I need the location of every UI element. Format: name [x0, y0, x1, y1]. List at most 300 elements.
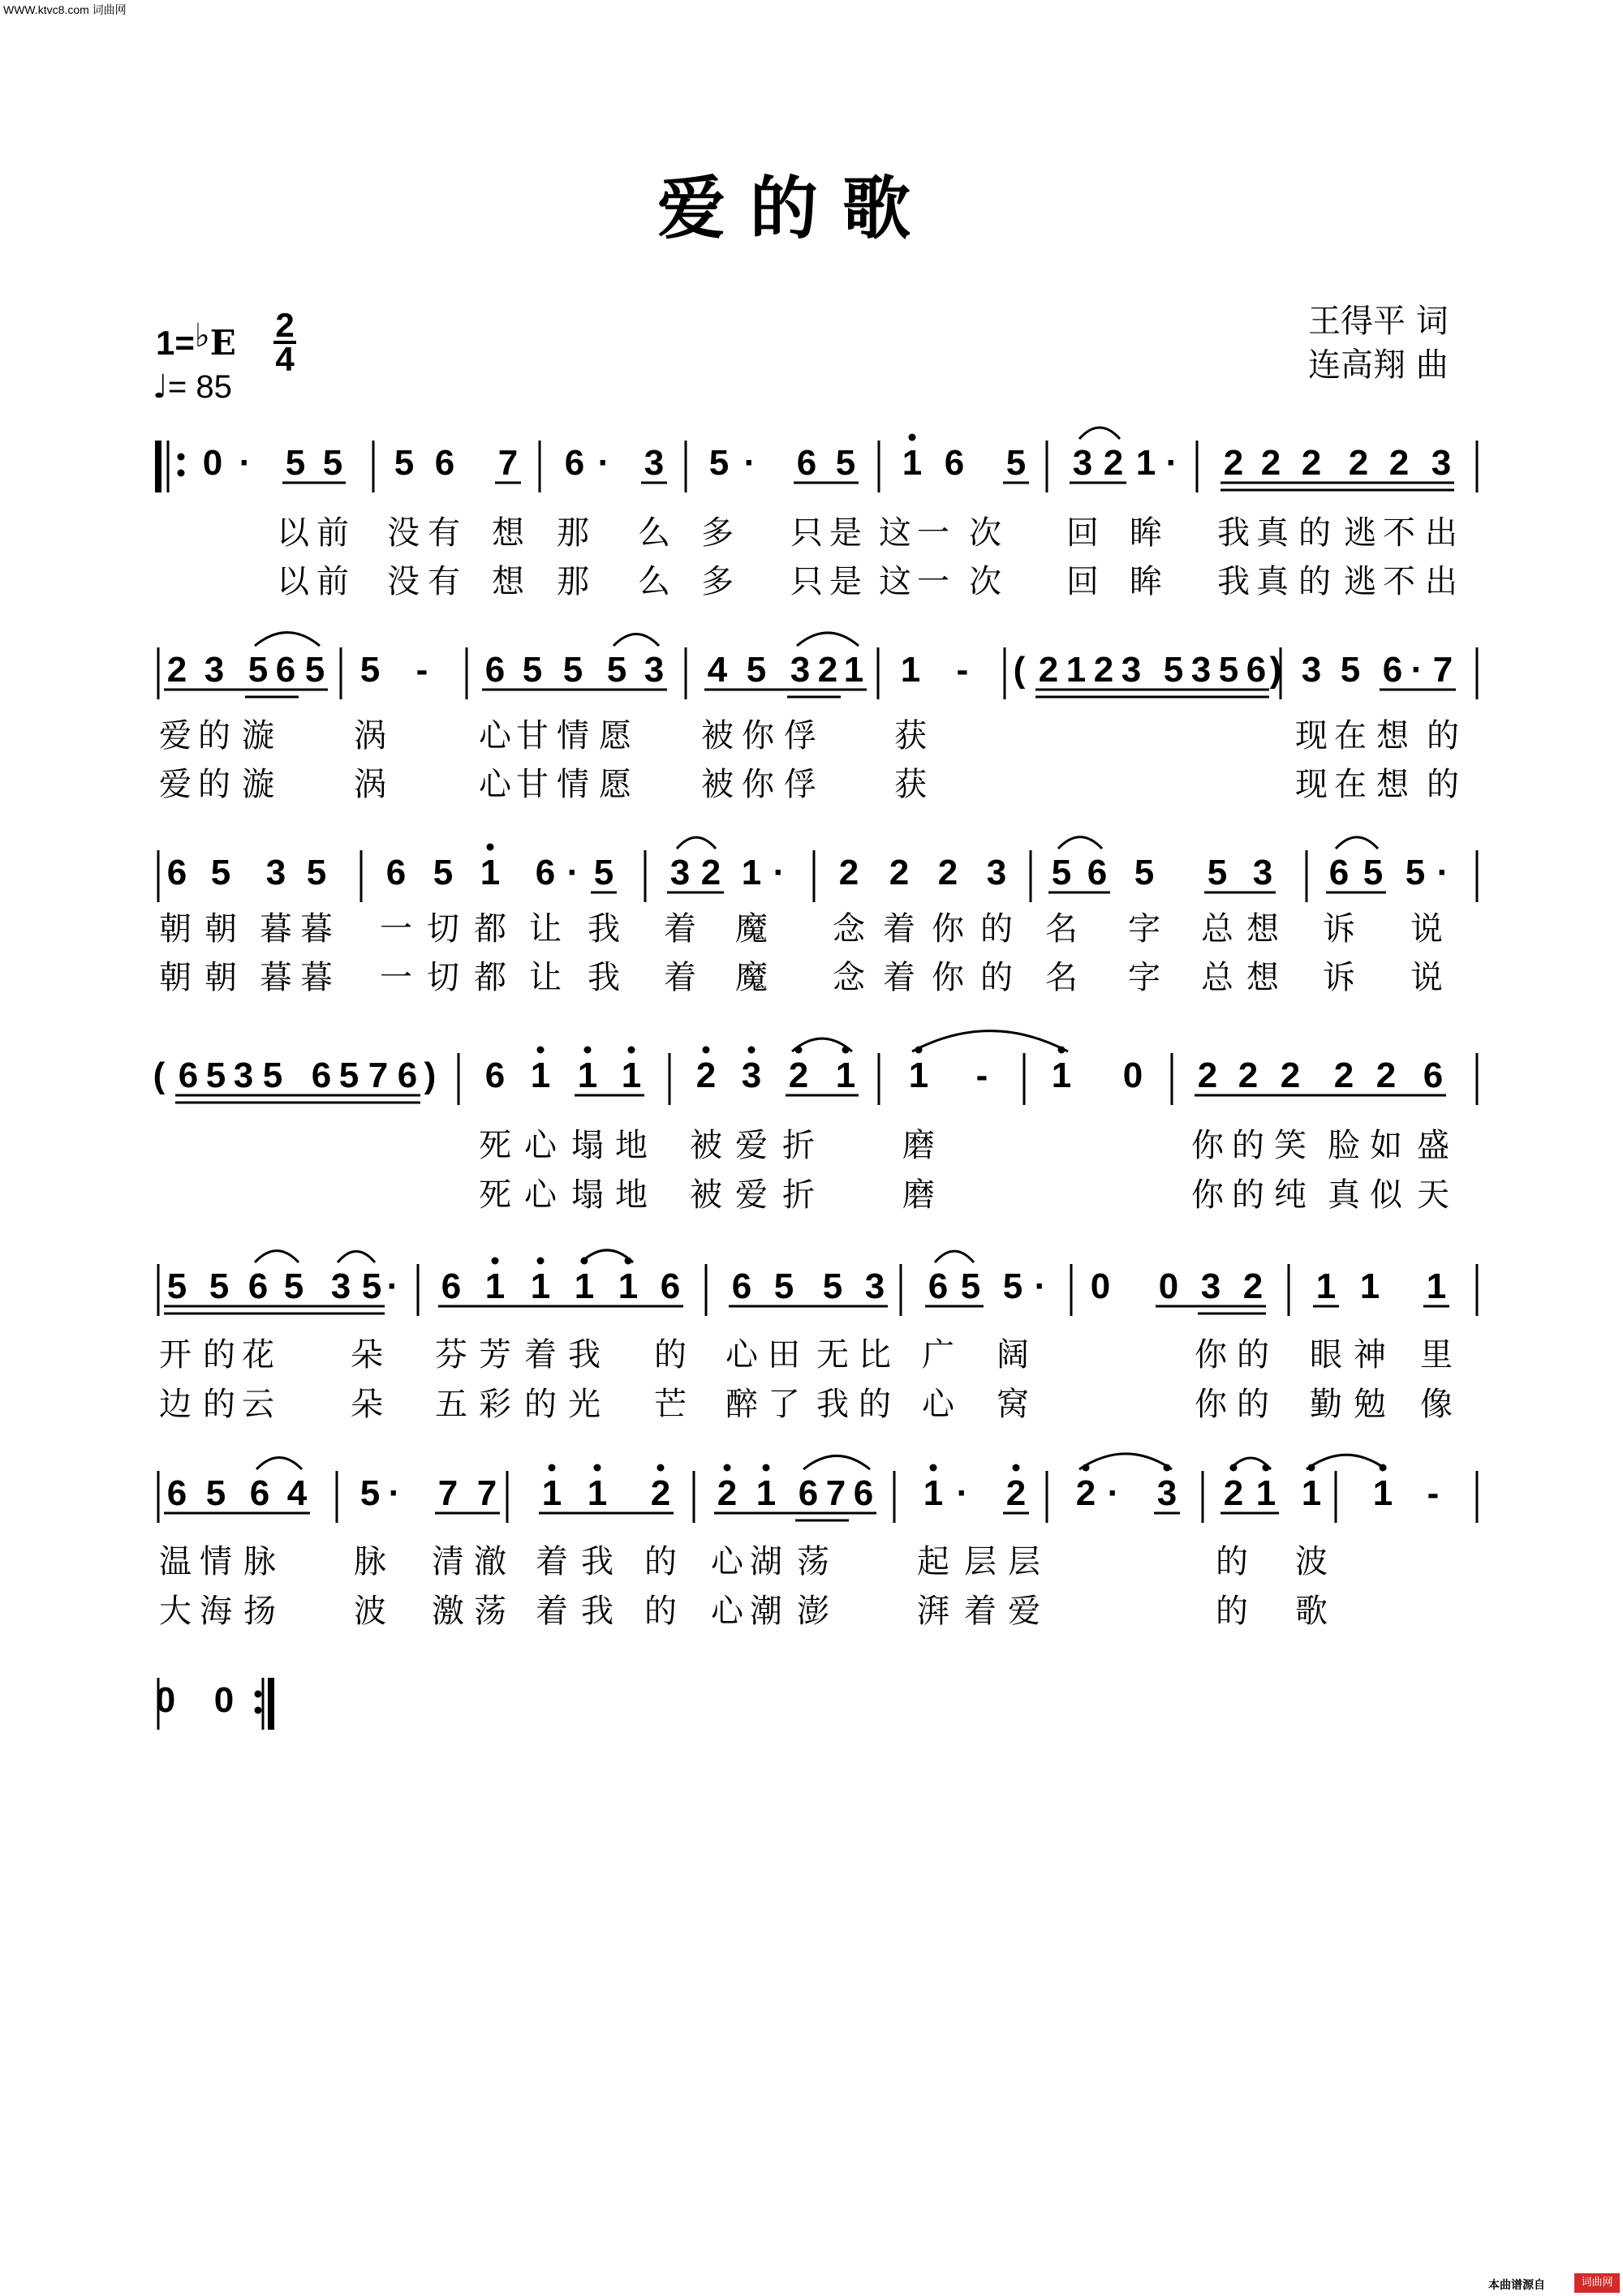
- note: 2: [1301, 443, 1322, 483]
- lyric-syllable: 这: [879, 514, 911, 552]
- note: 5: [205, 1473, 226, 1513]
- lyric-syllable: 芒: [654, 1386, 687, 1423]
- note: 4: [707, 650, 728, 690]
- lyric-syllable: 那: [557, 514, 589, 552]
- lyric-syllable: 脉: [354, 1543, 386, 1580]
- note: 5: [606, 650, 627, 690]
- lyric-syllable: 都: [474, 959, 506, 996]
- lyric-syllable: 的: [1237, 1336, 1269, 1374]
- lyric-syllable: 真: [1328, 1176, 1360, 1214]
- note: 1: [1359, 1266, 1380, 1306]
- note: 5: [593, 853, 614, 892]
- lyric-syllable: 波: [354, 1593, 386, 1630]
- lyric-syllable: 澈: [474, 1543, 506, 1580]
- lyric-syllable: 荡: [797, 1543, 829, 1580]
- lyric-syllable: 的: [203, 1336, 235, 1374]
- note: 3: [1190, 650, 1212, 690]
- octave-dot: [594, 1464, 601, 1472]
- note: 0: [1090, 1266, 1111, 1306]
- note: 2: [1223, 443, 1244, 483]
- lyric-syllable: 的: [980, 910, 1013, 948]
- lyric-syllable: 逃: [1344, 563, 1376, 600]
- quarter-note-icon: ♩: [153, 368, 168, 406]
- lyric-syllable: 田: [768, 1336, 800, 1374]
- note: 5: [1163, 650, 1184, 690]
- note: 6: [249, 1473, 270, 1513]
- tie-slur: [1058, 837, 1102, 849]
- note: 5: [359, 1473, 381, 1513]
- lyric-syllable: 诉: [1323, 910, 1355, 948]
- lyric-syllable: 多: [701, 514, 734, 552]
- note: 1: [902, 443, 923, 483]
- lyric-syllable: 那: [557, 563, 589, 600]
- lyric-syllable: 我: [581, 1543, 613, 1580]
- lyric-syllable: 只: [790, 514, 823, 552]
- time-signature-bottom: 4: [275, 340, 295, 378]
- lyric-syllable: 朝: [159, 959, 192, 996]
- lyric-syllable: 现: [1295, 717, 1328, 755]
- lyric-syllable: 地: [615, 1127, 648, 1164]
- note: 3: [330, 1266, 351, 1306]
- note: 2: [1103, 443, 1124, 483]
- lyric-syllable: 我: [816, 1386, 849, 1423]
- lyric-syllable: 的: [859, 1386, 891, 1423]
- note: 2: [788, 1056, 809, 1095]
- note: 5: [1363, 853, 1384, 892]
- lyric-syllable: 以: [277, 514, 309, 552]
- lyric-syllable: 被: [701, 717, 734, 755]
- lyric-syllable: 心: [725, 1336, 758, 1374]
- lyric-syllable: 的: [1237, 1386, 1269, 1423]
- note: 1: [741, 853, 762, 892]
- note: 2: [1375, 1056, 1397, 1095]
- lyric-syllable: 是: [829, 563, 862, 600]
- note: 1: [1135, 443, 1156, 483]
- augmentation-dot: ·: [597, 443, 610, 483]
- lyric-syllable: 让: [529, 910, 562, 948]
- lyric-syllable: 么: [638, 563, 670, 600]
- lyric-syllable: 笑: [1274, 1127, 1307, 1164]
- repeat-dot: [178, 470, 185, 477]
- note: 2: [1093, 650, 1114, 690]
- lyric-syllable: 逃: [1344, 514, 1376, 552]
- lyric-syllable: 不: [1383, 514, 1415, 552]
- lyric-syllable: 我: [1217, 563, 1250, 600]
- note: 1: [1255, 1473, 1276, 1513]
- lyric-syllable: 澎: [797, 1593, 829, 1630]
- lyric-syllable: 念: [833, 910, 865, 948]
- note: 5: [1340, 650, 1361, 690]
- lyric-syllable: 的: [1232, 1127, 1264, 1164]
- lyric-syllable: 醉: [725, 1386, 758, 1423]
- note: 1: [621, 1056, 642, 1095]
- note: 1: [835, 1056, 856, 1095]
- augmentation-dot: ·: [743, 443, 756, 483]
- lyric-syllable: 天: [1417, 1176, 1449, 1214]
- note: 6: [248, 1266, 269, 1306]
- augmentation-dot: ·: [1410, 650, 1423, 690]
- lyric-syllable: 出: [1425, 514, 1457, 552]
- note: 4: [286, 1473, 308, 1513]
- tie-slur: [1307, 1455, 1386, 1469]
- note: 5: [433, 853, 454, 892]
- augmentation-dot: ·: [1107, 1473, 1120, 1513]
- lyric-syllable: 你: [1195, 1386, 1227, 1423]
- note: 5: [322, 443, 343, 483]
- lyric-syllable: 比: [859, 1336, 891, 1374]
- note: 5: [248, 650, 269, 690]
- note: 7: [1432, 650, 1453, 690]
- octave-dot: [537, 1047, 545, 1054]
- lyric-syllable: 的: [203, 1386, 235, 1423]
- lyric-syllable: 现: [1295, 766, 1328, 803]
- lyric-syllable: 涡: [354, 766, 386, 803]
- note: 5: [1207, 853, 1228, 892]
- lyric-syllable: 暮: [300, 959, 333, 996]
- lyric-syllable: 切: [427, 959, 459, 996]
- lyric-syllable: 我: [588, 959, 620, 996]
- lyric-syllable: 荡: [474, 1593, 506, 1630]
- time-signature-top: 2: [275, 306, 295, 344]
- note: 2: [1223, 1473, 1244, 1513]
- repeat-end-dot: [255, 1691, 262, 1698]
- lyric-syllable: 回: [1066, 514, 1099, 552]
- note: 6: [1382, 650, 1403, 690]
- note: 6: [798, 1473, 819, 1513]
- lyric-syllable: 眼: [1310, 1336, 1342, 1374]
- lyric-syllable: 层: [1008, 1543, 1040, 1580]
- lyric-syllable: 名: [1045, 959, 1078, 996]
- note: 6: [385, 853, 407, 892]
- tie-slur: [338, 1251, 375, 1262]
- note: 5: [338, 1056, 359, 1095]
- flat-sign: ♭: [194, 317, 210, 355]
- lyric-syllable: 心: [711, 1543, 743, 1580]
- repeat-dot: [178, 454, 185, 461]
- note: 2: [1388, 443, 1410, 483]
- lyric-syllable: 愿: [599, 766, 631, 803]
- augmentation-dot: ·: [239, 443, 252, 483]
- octave-dot: [763, 1464, 770, 1472]
- note: 5: [205, 1056, 226, 1095]
- note: 3: [1301, 650, 1322, 690]
- lyric-syllable: 字: [1128, 959, 1160, 996]
- lyric-syllable: 盛: [1417, 1127, 1449, 1164]
- lyric-syllable: 一: [380, 910, 412, 948]
- octave-dot: [1013, 1464, 1020, 1472]
- note: 7: [476, 1473, 497, 1513]
- lyric-syllable: 朝: [204, 910, 237, 948]
- lyric-syllable: 花: [242, 1336, 274, 1374]
- lyric-syllable: 层: [964, 1543, 997, 1580]
- lyric-syllable: 脉: [243, 1543, 276, 1580]
- tie-slur: [255, 633, 320, 646]
- lyric-syllable: 这: [879, 563, 911, 600]
- note: 3: [1072, 443, 1093, 483]
- tie-slur: [1336, 837, 1378, 849]
- lyric-syllable: 没: [387, 563, 420, 600]
- lyric-syllable: 让: [529, 959, 562, 996]
- lyric-syllable: 总: [1201, 959, 1233, 996]
- note: 3: [1252, 853, 1273, 892]
- lyric-syllable: 愿: [599, 717, 631, 755]
- lyric-syllable: 你: [932, 910, 964, 948]
- lyric-syllable: 么: [638, 514, 670, 552]
- lyric-syllable: 湖: [750, 1543, 782, 1580]
- note: 3: [644, 443, 665, 483]
- note: 1: [1372, 1473, 1393, 1513]
- lyric-syllable: 潮: [750, 1593, 782, 1630]
- note: 3: [204, 650, 225, 690]
- note: 0: [1158, 1266, 1179, 1306]
- tie-slur: [1079, 428, 1120, 439]
- lyric-syllable: 脸: [1328, 1127, 1360, 1164]
- lyric-syllable: 心: [479, 717, 511, 755]
- note: 1: [1315, 1266, 1337, 1306]
- lyric-syllable: 名: [1045, 910, 1078, 948]
- note: 7: [497, 443, 519, 483]
- note: 5: [746, 650, 767, 690]
- time-signature: [273, 306, 297, 378]
- note: 2: [1333, 1056, 1354, 1095]
- tie-slur: [256, 1458, 302, 1469]
- lyric-syllable: 多: [701, 563, 734, 600]
- augmentation-dot: ·: [956, 1473, 969, 1513]
- octave-dot: [628, 1047, 635, 1054]
- lyric-syllable: 一: [917, 563, 949, 600]
- note: 6: [166, 853, 187, 892]
- lyric-syllable: 五: [435, 1386, 467, 1423]
- lyric-syllable: 一: [917, 514, 949, 552]
- note: 2: [1280, 1056, 1301, 1095]
- note: 1: [587, 1473, 608, 1513]
- note: 2: [695, 1056, 717, 1095]
- note: 3: [644, 650, 665, 690]
- note: 2: [1005, 1473, 1027, 1513]
- note: 5: [283, 1266, 304, 1306]
- note: 2: [1348, 443, 1369, 483]
- note: 6: [853, 1473, 874, 1513]
- note: 5: [773, 1266, 794, 1306]
- lyric-syllable: 起: [917, 1543, 949, 1580]
- note: 1: [618, 1266, 639, 1306]
- note: 6: [731, 1266, 752, 1306]
- note: 6: [944, 443, 965, 483]
- note: 0: [155, 1680, 176, 1720]
- lyric-syllable: 广: [922, 1336, 954, 1374]
- note: 2: [700, 853, 721, 892]
- key-note: E: [209, 323, 236, 363]
- lyric-syllable: 的: [1298, 514, 1331, 552]
- lyric-syllable: 如: [1370, 1127, 1402, 1164]
- note: 1: [843, 650, 864, 690]
- tie-slur: [803, 1455, 870, 1469]
- note: 2: [1260, 443, 1281, 483]
- lyric-syllable: 想: [492, 514, 524, 552]
- lyric-syllable: 的: [644, 1593, 677, 1630]
- lyric-syllable: 获: [894, 766, 927, 803]
- note: 3: [1431, 443, 1452, 483]
- note: 2: [937, 853, 958, 892]
- note: 3: [1200, 1266, 1221, 1306]
- dash-extension: -: [975, 1056, 988, 1095]
- note: 6: [1423, 1056, 1444, 1095]
- lyric-syllable: 海: [200, 1593, 232, 1630]
- augmentation-dot: ·: [566, 853, 579, 892]
- lyric-syllable: 着: [664, 959, 696, 996]
- site-logo: 词曲网: [1574, 2273, 1620, 2293]
- note: 6: [796, 443, 817, 483]
- lyric-syllable: 我: [568, 1336, 601, 1374]
- note: 2: [1238, 1056, 1259, 1095]
- lyric-syllable: 想: [1246, 959, 1279, 996]
- lyric-syllable: 的: [1216, 1593, 1248, 1630]
- lyric-syllable: 在: [1334, 717, 1367, 755]
- lyric-syllable: 甘: [516, 766, 549, 803]
- lyric-syllable: 一: [380, 959, 412, 996]
- note: 6: [484, 1056, 506, 1095]
- lyric-syllable: 彩: [479, 1386, 511, 1423]
- augmentation-dot: ·: [388, 1473, 401, 1513]
- lyric-syllable: 诉: [1323, 959, 1355, 996]
- dash-extension: -: [1427, 1473, 1440, 1513]
- note: 5: [359, 650, 381, 690]
- lyric-syllable: 波: [1295, 1543, 1328, 1580]
- lyric-syllable: 塌: [571, 1127, 604, 1164]
- lyric-syllable: 爱: [159, 766, 192, 803]
- lyric-syllable: 的: [524, 1386, 557, 1423]
- note: 1: [541, 1473, 562, 1513]
- lyric-syllable: 说: [1410, 910, 1443, 948]
- lyric-syllable: 清: [432, 1543, 464, 1580]
- site-watermark-text: WWW.ktvc8.com 词曲网: [3, 3, 127, 16]
- note: 1: [756, 1473, 777, 1513]
- dash-extension: -: [956, 650, 969, 690]
- note: 2: [838, 853, 859, 892]
- note: 7: [368, 1056, 389, 1095]
- lyric-syllable: 真: [1256, 563, 1289, 600]
- lyric-syllable: 折: [782, 1127, 815, 1164]
- lyric-syllable: 光: [568, 1386, 601, 1423]
- lyric-syllable: 的: [1216, 1543, 1248, 1580]
- lyric-syllable: 念: [833, 959, 865, 996]
- note: 6: [311, 1056, 332, 1095]
- note: 5: [285, 443, 306, 483]
- lyric-syllable: 漩: [242, 766, 274, 803]
- lyric-syllable: 神: [1354, 1336, 1386, 1374]
- lyric-syllable: 情: [557, 766, 589, 803]
- lyric-syllable: 心: [711, 1593, 743, 1630]
- lyric-syllable: 爱: [1008, 1593, 1040, 1630]
- note: 3: [1121, 650, 1142, 690]
- lyric-syllable: 湃: [917, 1593, 949, 1630]
- lyric-syllable: 边: [159, 1386, 192, 1423]
- note: 6: [1087, 853, 1108, 892]
- note: 1: [530, 1266, 551, 1306]
- lyric-syllable: 着: [883, 959, 915, 996]
- lyric-syllable: 的: [1427, 766, 1459, 803]
- lyric-syllable: 字: [1128, 910, 1160, 948]
- lyric-syllable: 无: [816, 1336, 849, 1374]
- note: 1: [574, 1266, 595, 1306]
- note: 0: [202, 443, 223, 483]
- augmentation-dot: ·: [386, 1266, 399, 1306]
- octave-dot: [492, 1258, 499, 1265]
- octave-dot: [537, 1258, 545, 1265]
- key-signature: [156, 317, 236, 363]
- lyric-syllable: 芳: [479, 1336, 511, 1374]
- lyric-syllable: 温: [159, 1543, 192, 1580]
- lyric-syllable: 着: [883, 910, 915, 948]
- lyric-syllable: 你: [1191, 1176, 1224, 1214]
- tie-slur: [912, 1031, 1068, 1051]
- note: 2: [1075, 1473, 1096, 1513]
- lyric-syllable: 想: [1246, 910, 1279, 948]
- octave-dot: [748, 1047, 756, 1054]
- augmentation-dot: ·: [773, 853, 786, 892]
- note: 3: [741, 1056, 762, 1095]
- note: 7: [437, 1473, 458, 1513]
- note: 6: [484, 650, 506, 690]
- lyric-syllable: 折: [782, 1176, 815, 1214]
- note: 6: [1328, 853, 1350, 892]
- lyric-syllable: 勤: [1310, 1386, 1342, 1423]
- note: 3: [233, 1056, 254, 1095]
- note: 5: [708, 443, 730, 483]
- lyric-syllable: 涡: [354, 717, 386, 755]
- octave-dot: [657, 1464, 665, 1472]
- lyric-syllable: 被: [690, 1127, 722, 1164]
- lyric-syllable: 阔: [997, 1336, 1029, 1374]
- note: 1: [484, 1266, 506, 1306]
- lyric-syllable: 似: [1370, 1176, 1402, 1214]
- note: 3: [986, 853, 1007, 892]
- lyric-syllable: 的: [1298, 563, 1331, 600]
- bracket: (: [153, 1056, 166, 1095]
- lyric-syllable: 你: [1195, 1336, 1227, 1374]
- footer-source-text: 本曲谱源自: [1488, 2279, 1545, 2292]
- lyric-syllable: 有: [428, 563, 460, 600]
- lyric-syllable: 你: [932, 959, 964, 996]
- note: 5: [210, 853, 231, 892]
- note: 3: [864, 1266, 885, 1306]
- tie-slur: [797, 633, 859, 646]
- note: 2: [166, 650, 187, 690]
- octave-dot: [584, 1047, 592, 1054]
- note: 5: [1134, 853, 1155, 892]
- lyric-syllable: 不: [1383, 563, 1415, 600]
- lyric-syllable: 被: [690, 1176, 722, 1214]
- lyric-syllable: 切: [427, 910, 459, 948]
- note: 6: [1246, 650, 1267, 690]
- note: 6: [564, 443, 585, 483]
- note: 2: [1038, 650, 1059, 690]
- tempo-marking: [153, 368, 232, 406]
- note: 1: [480, 853, 501, 892]
- note: 3: [1156, 1473, 1177, 1513]
- octave-dot: [909, 434, 916, 441]
- note: 2: [1242, 1266, 1264, 1306]
- note: 6: [535, 853, 556, 892]
- note: 1: [923, 1473, 944, 1513]
- note: 2: [717, 1473, 738, 1513]
- note: 1: [577, 1056, 598, 1095]
- lyric-syllable: 像: [1420, 1386, 1453, 1423]
- lyric-syllable: 的: [198, 717, 230, 755]
- lyric-syllable: 的: [1427, 717, 1459, 755]
- lyric-syllable: 爱: [735, 1127, 768, 1164]
- bracket: (: [1013, 650, 1026, 690]
